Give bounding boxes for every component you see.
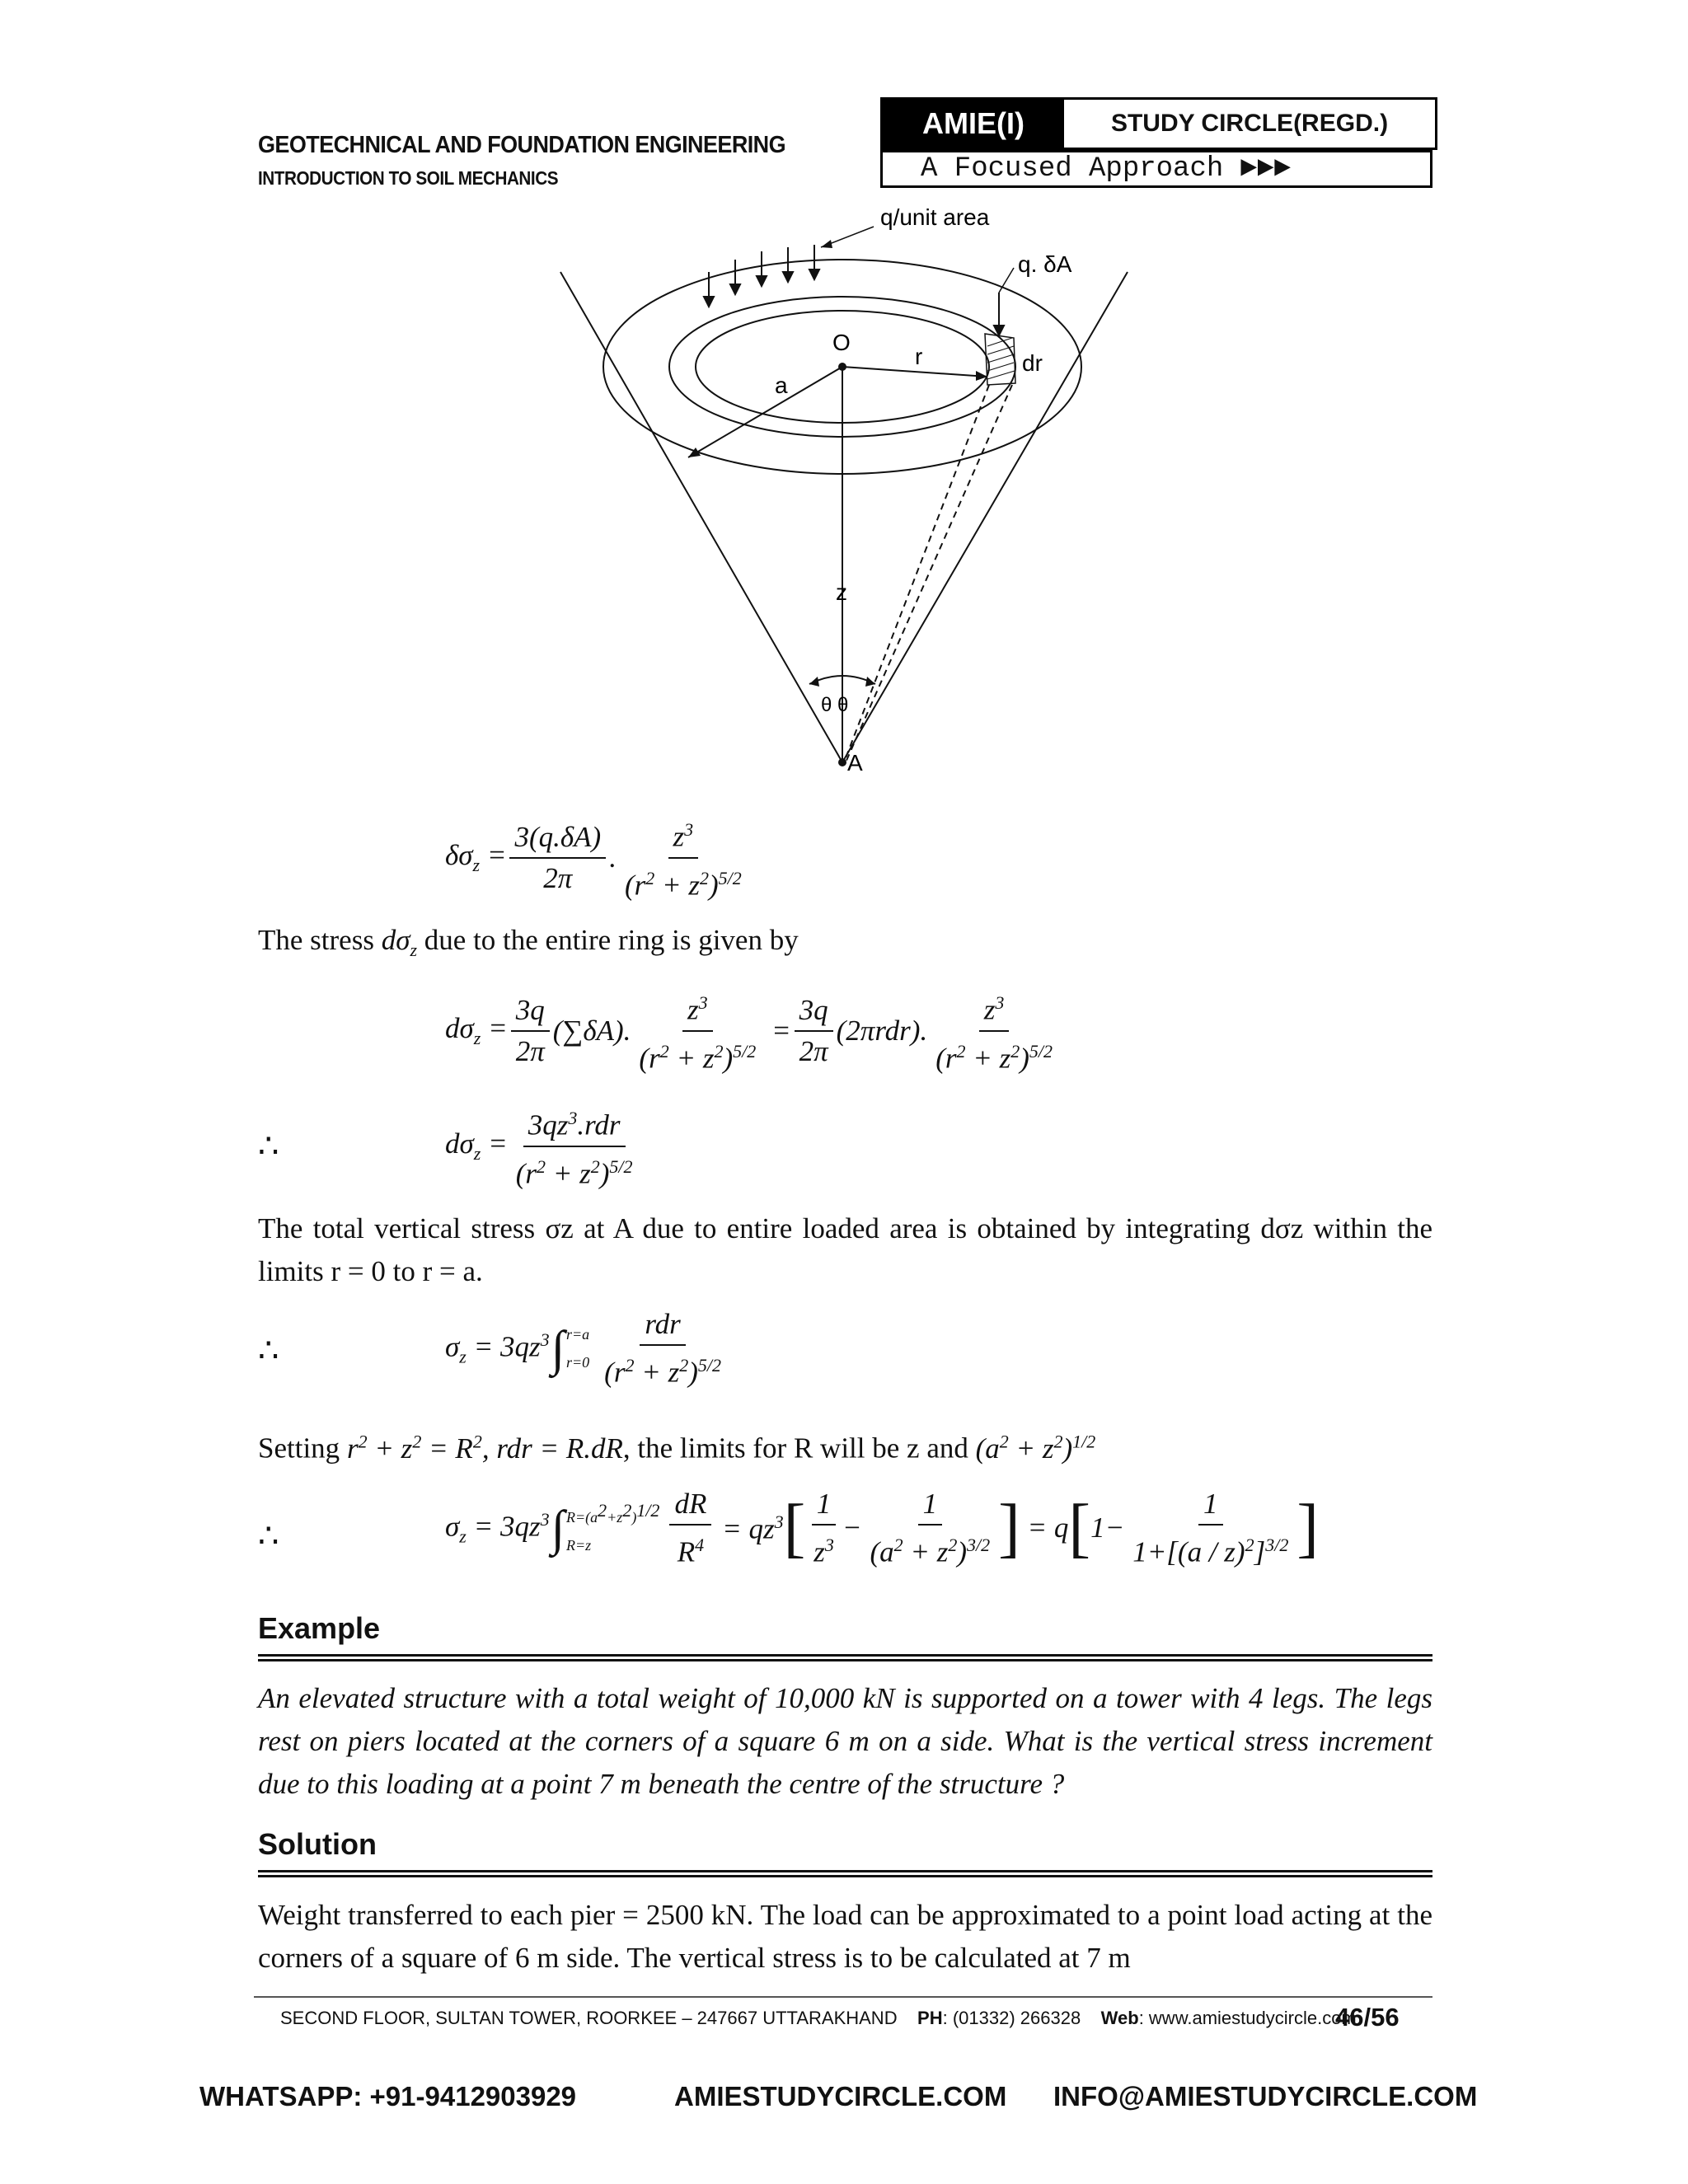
example-divider	[258, 1654, 1432, 1661]
brand-name: STUDY CIRCLE(REGD.)	[1110, 110, 1389, 137]
document-subtitle: INTRODUCTION TO SOIL MECHANICS	[258, 167, 559, 189]
label-r: r	[915, 344, 923, 369]
example-body: An elevated structure with a total weight of 10,000 kN is supported on a tower with 4 legs. The legs rest on piers located at the corners of a square 6 m on a side. What is the vertical stress increment due to this loading at a point 7 m beneath the centre of the structure ?	[258, 1682, 1432, 1800]
text-stress-ring: The stress $d\sigma_z$ due to the entire ring is given by	[258, 924, 799, 960]
label-o: O	[832, 330, 851, 355]
therefore-symbol-1: ∴	[258, 1127, 279, 1165]
contact-website[interactable]: AMIESTUDYCIRCLE.COM	[674, 2081, 1007, 2111]
therefore-symbol-2: ∴	[258, 1332, 279, 1369]
equation-delta-sigma: $\delta\sigma_z$ = $\frac{3(q.\delta A)}{2\pi}$ . $\frac{z^3}{(r^2 + z^2)^{5/2}}$	[445, 812, 750, 903]
contact-email[interactable]: INFO@AMIESTUDYCIRCLE.COM	[1053, 2081, 1478, 2111]
load-arrows	[704, 245, 1004, 335]
equation-sigma-final: $\sigma_z = 3qz^3$ ∫ $R=(a^2+z^2)^{1/2}$ R=z $\frac{dR}{R^4}$ = $qz^3$ [ $\frac{1}{z^3}$ − $\frac{1}{(a^2 + z^2)^{3/2}}$ ] = q [ 1− $\frac{1}{1+[(a / z)^2]^{3/2}}$ ]	[445, 1488, 1319, 1568]
label-q-delta-a: q. δA	[1018, 251, 1072, 277]
label-theta: θ θ	[821, 694, 849, 716]
solution-divider	[258, 1870, 1432, 1877]
brand-box	[880, 97, 1437, 150]
document-title: GEOTECHNICAL AND FOUNDATION ENGINEERING	[258, 132, 786, 158]
page-number: 46/56	[1335, 2003, 1400, 2032]
contact-whatsapp[interactable]: WHATSAPP: +91-9412903929	[199, 2081, 577, 2111]
equation-sigma-integral: $\sigma_z = 3qz^3$ ∫ r=a r=0 $\frac{\text{rdr}}{(r^2 + z^2)^{5/2}}$	[445, 1308, 721, 1389]
label-a: a	[775, 373, 788, 398]
label-z: z	[836, 579, 847, 605]
footer-address: SECOND FLOOR, SULTAN TOWER, ROORKEE – 247667 UTTARAKHAND PH: (01332) 266328 Web: www.amiestudycircle.com	[280, 2008, 1357, 2028]
label-dr: dr	[1022, 350, 1043, 376]
ring-load-diagram	[544, 202, 1137, 779]
label-point-a: A	[847, 750, 863, 776]
therefore-symbol-3: ∴	[258, 1517, 279, 1554]
text-total-vertical: The total vertical stress σz at A due to entire loaded area is obtained by integrating dσz within the limits r = 0 to r = a.	[258, 1212, 1432, 1287]
footer-divider	[254, 1996, 1432, 1998]
text-setting: Setting $r^2 + z^2 = R^2$, rdr = R.dR, the limits for R will be z and $(a^2 + z^2)^{1/2}$	[258, 1431, 1096, 1465]
equation-d-sigma-simplified: $d\sigma_z$ = $\frac{3qz^3.rdr}{(r^2 + z^2)^{5/2}}$	[445, 1100, 641, 1192]
example-heading: Example	[258, 1611, 381, 1645]
solution-heading: Solution	[258, 1827, 377, 1861]
brand-logo-text: AMIE(I)	[883, 100, 1064, 148]
ring-element-hatch	[985, 334, 1015, 385]
equation-d-sigma-ring: $d\sigma_z$ = $\frac{3q}{2\pi}$ (∑δA). $\frac{z^3}{(r^2 + z^2)^{5/2}}$ = $\frac{3q}{2\pi}$ (2πrdr). $\frac{z^3}{(r^2 + z^2)^{5/2}}$	[445, 985, 1061, 1076]
solution-body: Weight transferred to each pier = 2500 kN. The load can be approximated to a point load acting at the corners of a square of 6 m side. The vertical stress is to be calculated at 7 m	[258, 1899, 1432, 1974]
brand-tagline: A Focused Approach ►►►	[880, 150, 1432, 188]
label-load: q/unit area	[880, 204, 990, 230]
